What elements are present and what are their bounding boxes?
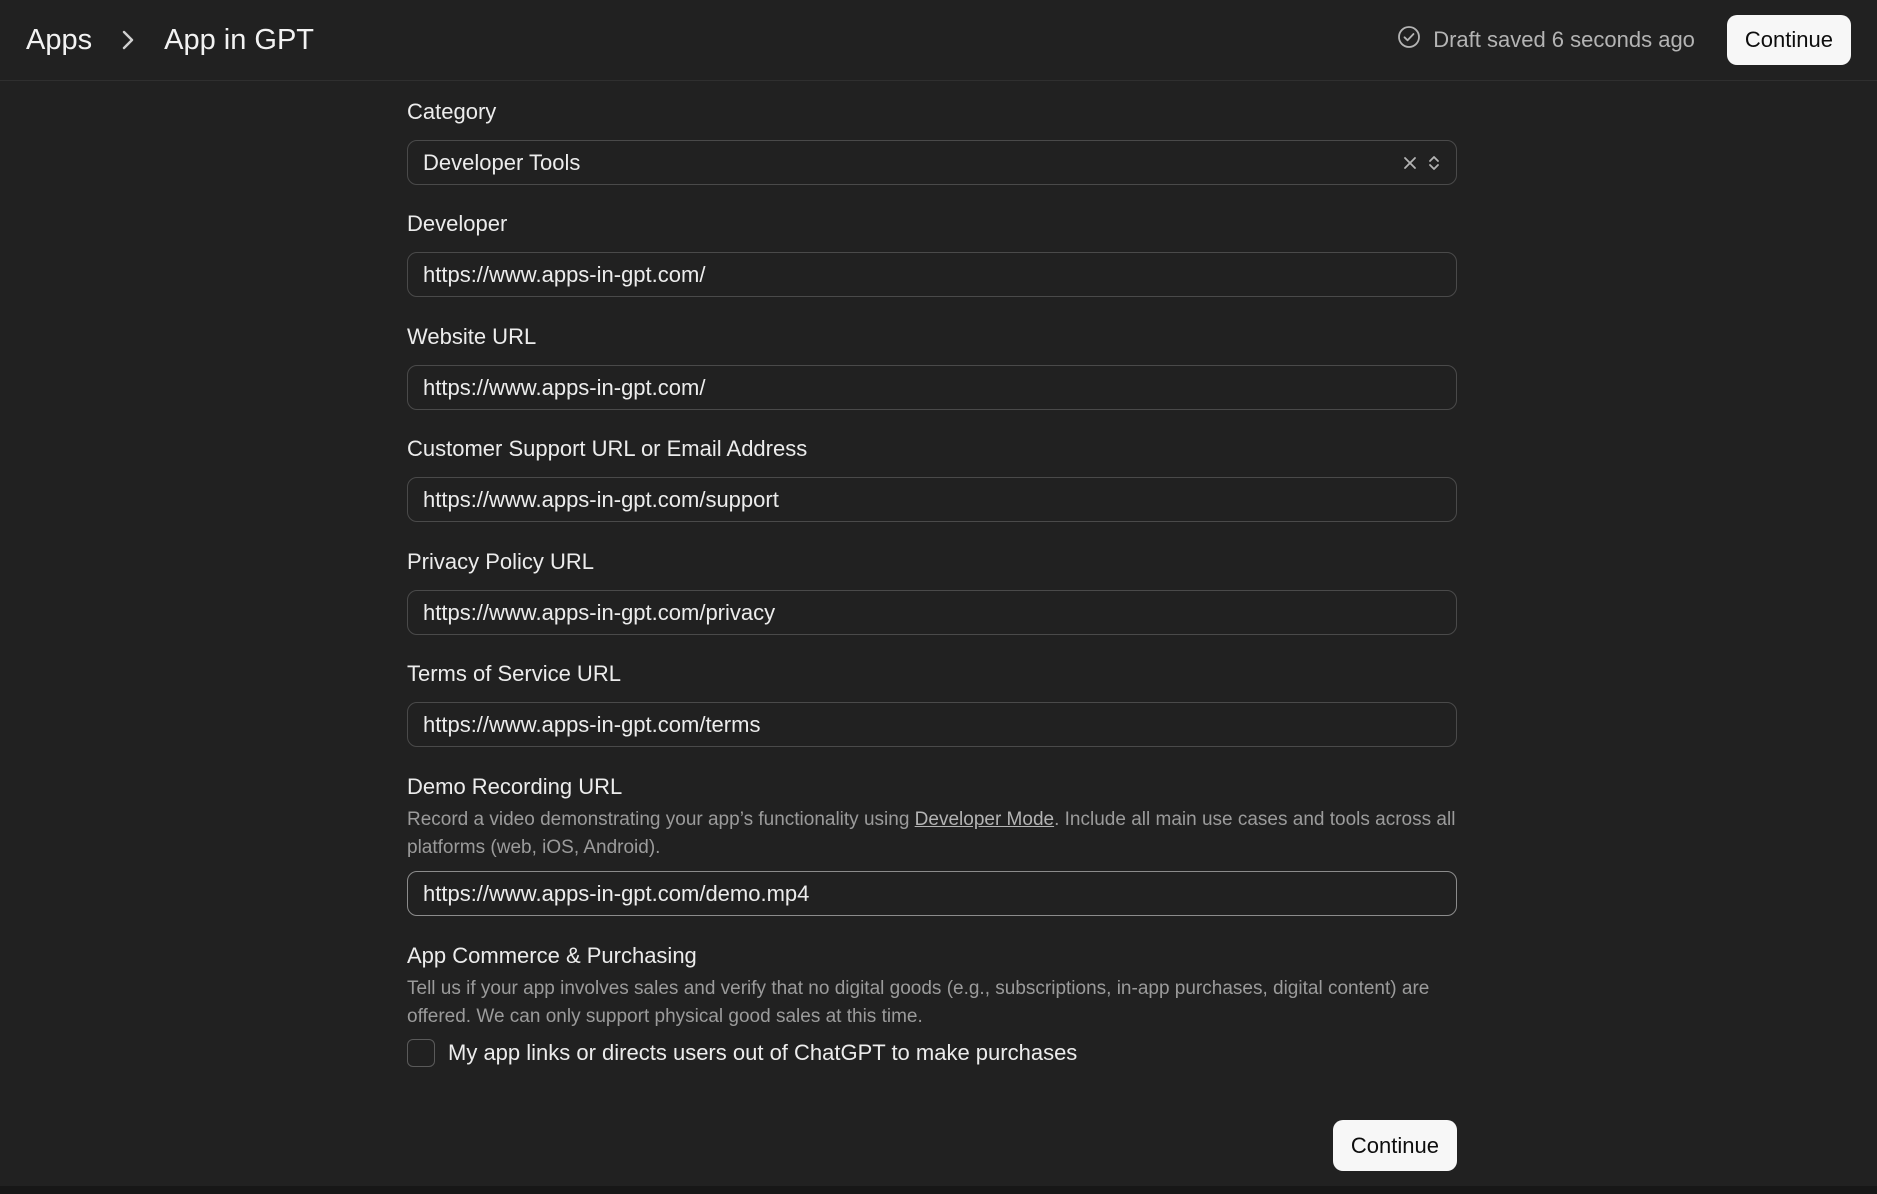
website-url-input[interactable] (407, 365, 1457, 410)
breadcrumb-current: App in GPT (164, 23, 315, 56)
demo-url-input[interactable] (407, 871, 1457, 916)
breadcrumb (26, 24, 314, 57)
purchase-checkbox-row[interactable] (407, 1039, 1077, 1067)
support-field (407, 436, 1457, 462)
draft-status-text: Draft saved 6 seconds ago (1433, 27, 1695, 52)
commerce-field (407, 943, 1457, 1031)
privacy-url-input[interactable] (407, 590, 1457, 635)
demo-field (407, 774, 1457, 862)
support-url-input[interactable] (407, 477, 1457, 522)
continue-button-top[interactable]: Continue (1727, 15, 1851, 65)
terms-url-input[interactable] (407, 702, 1457, 747)
developer-label: Developer (407, 211, 508, 236)
category-value: Developer Tools (423, 149, 581, 175)
breadcrumb-apps-link[interactable]: Apps (26, 23, 93, 56)
website-field (407, 324, 1457, 350)
terms-label: Terms of Service URL (407, 661, 621, 686)
purchase-checkbox[interactable] (407, 1039, 435, 1067)
draft-status (1397, 25, 1695, 55)
category-label: Category (407, 99, 497, 124)
category-field (407, 99, 1457, 125)
demo-help-text: Record a video demonstrating your app’s functionality using Developer Mode. Include all main use cases and tools across all platforms (web, iOS, Android). (407, 809, 1456, 858)
category-select[interactable] (407, 140, 1457, 185)
chevron-right-icon (114, 26, 142, 54)
support-label: Customer Support URL or Email Address (407, 436, 808, 461)
commerce-help-text: Tell us if your app involves sales and verify that no digital goods (e.g., subscriptions, in-app purchases, digital content) are offered. We can only support physical good sales at this time. (407, 978, 1430, 1027)
developer-field (407, 211, 1457, 237)
check-circle-icon (1397, 25, 1433, 55)
developer-mode-link[interactable]: Developer Mode (914, 809, 1055, 830)
privacy-field (407, 549, 1457, 575)
continue-button-bottom[interactable]: Continue (1333, 1120, 1457, 1171)
commerce-label: App Commerce & Purchasing (407, 943, 697, 968)
bottom-divider (0, 1186, 1877, 1194)
chevron-up-down-icon[interactable] (1427, 153, 1441, 173)
terms-field (407, 661, 1457, 687)
close-icon[interactable] (1401, 154, 1419, 172)
demo-label: Demo Recording URL (407, 774, 623, 799)
purchase-checkbox-label[interactable]: My app links or directs users out of ChatGPT to make purchases (448, 1040, 1078, 1065)
top-bar (0, 0, 1877, 81)
website-label: Website URL (407, 324, 537, 349)
privacy-label: Privacy Policy URL (407, 549, 595, 574)
developer-input[interactable] (407, 252, 1457, 297)
